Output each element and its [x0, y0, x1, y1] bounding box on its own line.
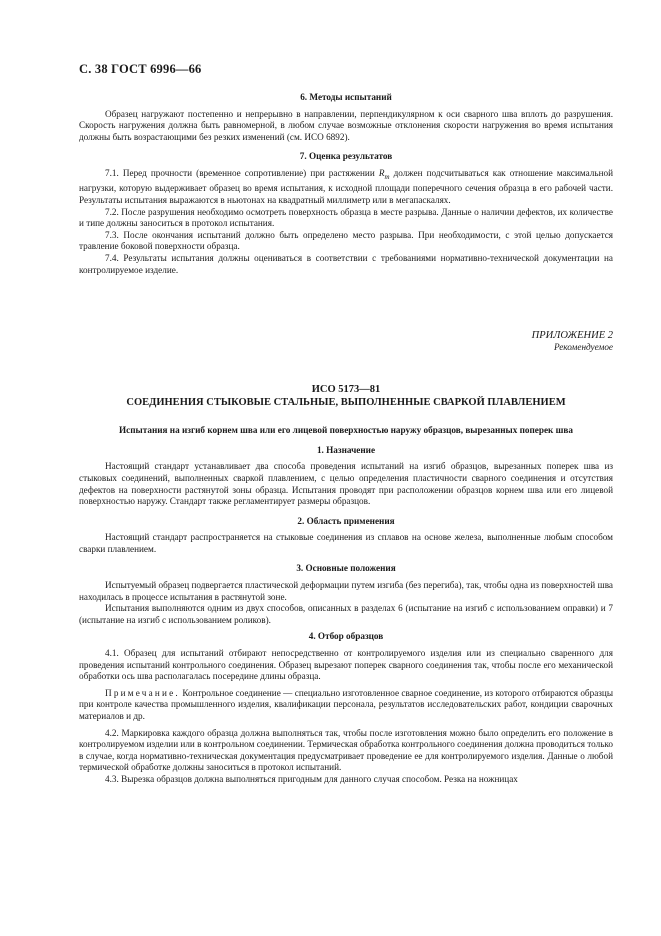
paragraph-7-4: 7.4. Результаты испытания должны оцениваться в соответствии с требованиями нормативно-технической документации на контролируемое изделие.	[79, 252, 613, 275]
section-3-paragraph-2: Испытания выполняются одним из двух способов, описанных в разделах 6 (испытание на изгиб с использованием оправки) и 7 (испытание на изгиб с использованием роликов).	[79, 603, 613, 625]
symbol-subscript: m	[384, 172, 390, 181]
iso-subtitle: Испытания на изгиб корнем шва или его лицевой поверхностью наружу образцов, вырезанных поперек шва	[119, 425, 573, 436]
paragraph-7-3: 7.3. После окончания испытаний должно быть определено место разрыва. При необходимости, с этой целью допускается травление боковой поверхности образца.	[79, 229, 613, 252]
paragraph-4-1: 4.1. Образец для испытаний отбирают непосредственно от контролируемого изделия или из специально сваренного для проведения испытаний контрольного соединения. Образец вырезают поперек сварного соединения так, чтобы после его механической обработки ось шва располагалась посередине длины образца.	[79, 648, 613, 682]
section-7-title: 7. Оценка результатов	[299, 151, 393, 162]
section-3-title: 3. Основные положения	[296, 563, 396, 574]
paragraph-7-1: 7.1. Перед прочности (временное сопротивление) при растяжении $R_m$ должен подсчитываться как отношение максимальной нагрузки, которую выдерживает образец во время испытания, к исходной площади поперечного сечения образца в его рабочей части. Результаты испытания выражаются в ньютонах на квадратный миллиметр или в мегапаскалях.	[79, 167, 613, 205]
section-1-title: 1. Назначение	[316, 444, 376, 455]
paragraph-4-2: 4.2. Маркировка каждого образца должна выполняться так, чтобы после изготовления можно было определить его положение в контролируемом изделии или в контрольном соединении. Термическая обработка контрольного соединения должна проводиться только в случае, когда нормативно-техническая документация предусматривает проведение ее для контролируемого изделия. Данные о любой термической обработке должны заноситься в протокол испытаний.	[79, 727, 613, 773]
section-6-paragraph: Образец нагружают постепенно и непрерывно в направлении, перпендикулярном к оси сварного шва вплоть до разрушения. Скорость нагружения должна быть равномерной, в любом случае возможные отклонения скорости нагружения во время испытания должны быть возрастающими без резких изменений (см. ИСО 6892).	[79, 108, 613, 142]
section-1-paragraph: Настоящий стандарт устанавливает два способа проведения испытаний на изгиб образцов, вырезанных поперек шва из стыковых соединений, выполненных сваркой плавлением, с целью определения пластичности сварного соединения и отсутствия дефектов на поверхности растянутой зоны образца. Испытания проводят при расположении образцов корнем шва или его лицевой поверхностью наружу. Стандарт также регламентирует размеры образцов.	[79, 461, 613, 507]
iso-title: СОЕДИНЕНИЯ СТЫКОВЫЕ СТАЛЬНЫЕ, ВЫПОЛНЕННЫЕ СВАРКОЙ ПЛАВЛЕНИЕМ	[126, 397, 566, 409]
appendix-label	[79, 330, 613, 353]
note-label: Примечание.	[105, 687, 180, 698]
section-6-title: 6. Методы испытаний	[300, 92, 392, 102]
appendix-subtitle: Рекомендуемое	[553, 342, 613, 353]
document-body	[79, 92, 613, 786]
paragraph-4-3: 4.3. Вырезка образцов должна выполняться пригодным для данного случая способом. Резка на ножницах	[105, 773, 518, 784]
paragraph-7-2: 7.2. После разрушения необходимо осмотреть поверхность образца в месте разрыва. Данные о наличии дефектов, их количестве и типе должны заноситься в протокол испытания.	[79, 206, 613, 229]
section-2-title: 2. Область применения	[297, 515, 395, 526]
note-paragraph: Примечание. Контрольное соединение — специально изготовленное сварное соединение, из которого отбираются образцы при контроле качества промышленного изделия, квалификации персонала, результатов исследовательских работ, кондиции сварочных материалов и др.	[79, 687, 613, 722]
page-header: С. 38 ГОСТ 6996—66	[79, 62, 202, 76]
section-2-paragraph: Настоящий стандарт распространяется на стыковые соединения из сплавов на основе железа, выполненные любым способом сварки плавлением.	[79, 532, 613, 554]
symbol-r: R	[378, 167, 385, 178]
section-4-title: 4. Отбор образцов	[308, 631, 384, 642]
section-3-paragraph-1: Испытуемый образец подвергается пластической деформации путем изгиба (без перегиба), так, чтобы одна из поверхностей шва находилась в процессе испытания в растянутой зоне.	[79, 580, 613, 602]
appendix-title: ПРИЛОЖЕНИЕ 2	[531, 330, 613, 342]
iso-number: ИСО 5173—81	[311, 384, 381, 396]
